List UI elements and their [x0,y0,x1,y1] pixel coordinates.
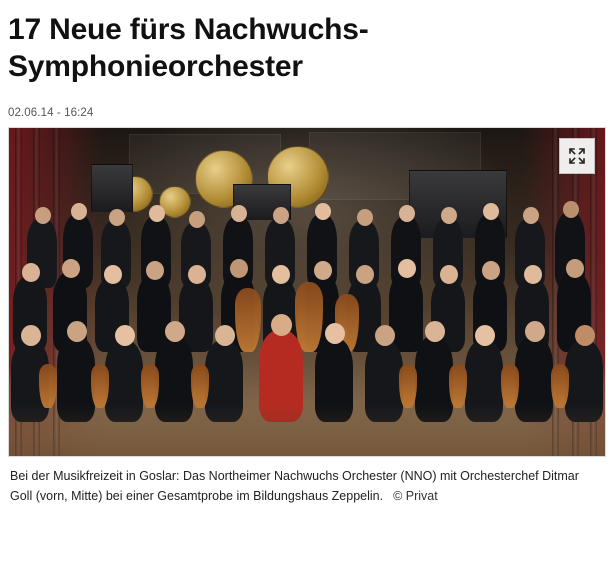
percussion-rack [91,164,133,212]
article-timestamp: 02.06.14 - 16:24 [8,107,94,120]
expand-image-button[interactable] [559,138,595,174]
expand-arrows-icon [568,147,586,165]
page-title: 17 Neue fürs Nachwuchs-Symphonieorchester [8,13,369,83]
violin [191,364,209,408]
violin [39,364,57,408]
violin [551,364,569,408]
caption-text: Bei der Musikfreizeit in Goslar: Das Northeimer Nachwuchs Orchester (NNO) mit Orchesterchef Ditmar Goll (vorn, Mitte) bei einer Gesamtprobe im Bildungshaus Zeppelin. [10,469,579,504]
orchestra-photo [9,128,605,456]
violin [141,364,159,408]
image-caption [8,457,604,507]
image-credit: © Privat [393,489,438,504]
violin [501,364,519,408]
article-image[interactable] [8,127,606,457]
violin [91,364,109,408]
violin [399,364,417,408]
stage-floor [9,404,605,456]
violin [449,364,467,408]
article-page [0,12,614,562]
cello [235,288,261,352]
